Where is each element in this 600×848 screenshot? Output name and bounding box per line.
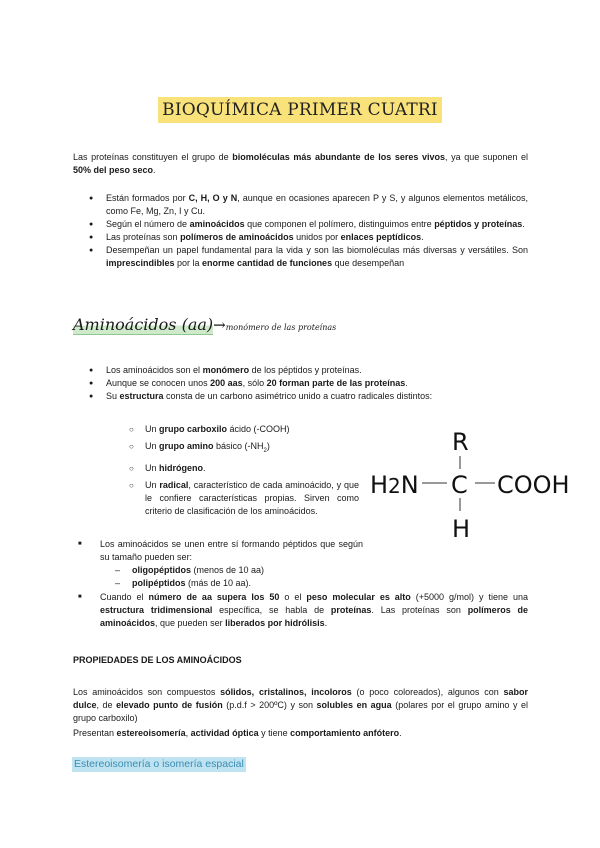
carbon-label: C bbox=[451, 471, 468, 499]
peptide-types-list bbox=[115, 564, 355, 590]
list-item: ● Según el número de aminoácidos que componen el polímero, distinguimos entre péptidos y proteínas. bbox=[89, 218, 528, 231]
hydrogen-label: H bbox=[452, 515, 471, 543]
list-item: ● Aunque se conocen unos 200 aas, sólo 20 forman parte de las proteínas. bbox=[89, 377, 528, 390]
page-title: BIOQUÍMICA PRIMER CUATRI bbox=[158, 97, 442, 123]
amino-acids-heading-sub: monómero de las proteínas bbox=[225, 323, 337, 332]
properties-paragraph: Los aminoácidos son compuestos sólidos, cristalinos, incoloros (o poco coloreados), algunos con sabor dulce, de elevado punto de fusión (p.d.f > 200ºC) y son solubles en agua (polares por el grupo amino y el grupo carboxilo) bbox=[73, 687, 528, 723]
properties-paragraph-2: Presentan estereoisomería, actividad óptica y tiene comportamiento anfótero. bbox=[73, 728, 402, 738]
list-item: ■ Los aminoácidos se unen entre sí formando péptidos que según su tamaño pueden ser: bbox=[78, 538, 363, 564]
list-item: ○ Un radical, característico de cada aminoácido, y que le confiere características propias. Sirven como criterio de clasificación de los aminoácidos. bbox=[129, 479, 359, 518]
list-item: – polipéptidos (más de 10 aa). bbox=[115, 577, 355, 590]
list-item: ○ Un grupo amino básico $(-NH_2)$ bbox=[129, 440, 359, 458]
list-item: ● Están formados por C, H, O y N, aunque en ocasiones aparecen P y S, y algunos elementos metálicos, como Fe, Mg, Zn, I y Cu. bbox=[89, 192, 528, 218]
list-item: ● Desempeñan un papel fundamental para la vida y son las biomoléculas más diversas y versátiles. Son imprescindibles por la enorme cantidad de funciones que desempeñan bbox=[89, 244, 528, 270]
radicals-list bbox=[129, 423, 359, 518]
list-item: ■ Cuando el número de aa supera los 50 o el peso molecular es alto (+5000 g/mol) y tiene una estructura tridimensional específica, se habla de proteínas. Las proteínas son polímeros de aminoácidos, que pueden ser liberados por hidrólisis. bbox=[78, 591, 528, 630]
peptides-block bbox=[78, 538, 363, 564]
protein-facts-list bbox=[89, 192, 528, 270]
intro-paragraph: Las proteínas constituyen el grupo de biomoléculas más abundante de los seres vivos, ya que suponen el 50% del peso seco. bbox=[73, 152, 528, 175]
list-item: ○ Un grupo carboxilo ácido (-COOH) bbox=[129, 423, 359, 436]
page-title-wrap bbox=[0, 100, 600, 120]
amino-acid-structure-diagram bbox=[362, 420, 587, 550]
r-group-label: R bbox=[452, 428, 469, 456]
properties-heading: PROPIEDADES DE LOS AMINOÁCIDOS bbox=[73, 655, 242, 665]
list-item: ● Su estructura consta de un carbono asimétrico unido a cuatro radicales distintos: bbox=[89, 390, 528, 403]
amino-acids-heading-main: Aminoácidos (aa) bbox=[73, 315, 214, 334]
list-item: ● Las proteínas son polímeros de aminoácidos unidos por enlaces peptídicos. bbox=[89, 231, 528, 244]
amino-acids-heading bbox=[73, 315, 337, 335]
arrow-icon: → bbox=[213, 316, 226, 334]
list-item: ○ Un hidrógeno. bbox=[129, 462, 359, 475]
amino-acid-facts-list bbox=[89, 364, 528, 403]
carboxyl-group-label: COOH bbox=[497, 471, 570, 499]
list-item: ● Los aminoácidos son el monómero de los péptidos y proteínas. bbox=[89, 364, 528, 377]
proteins-definition bbox=[78, 591, 528, 630]
amino-group-label: H2N bbox=[370, 471, 419, 499]
list-item: – oligopéptidos (menos de 10 aa) bbox=[115, 564, 355, 577]
stereoisomerism-heading: Estereoisomería o isomería espacial bbox=[74, 758, 244, 770]
